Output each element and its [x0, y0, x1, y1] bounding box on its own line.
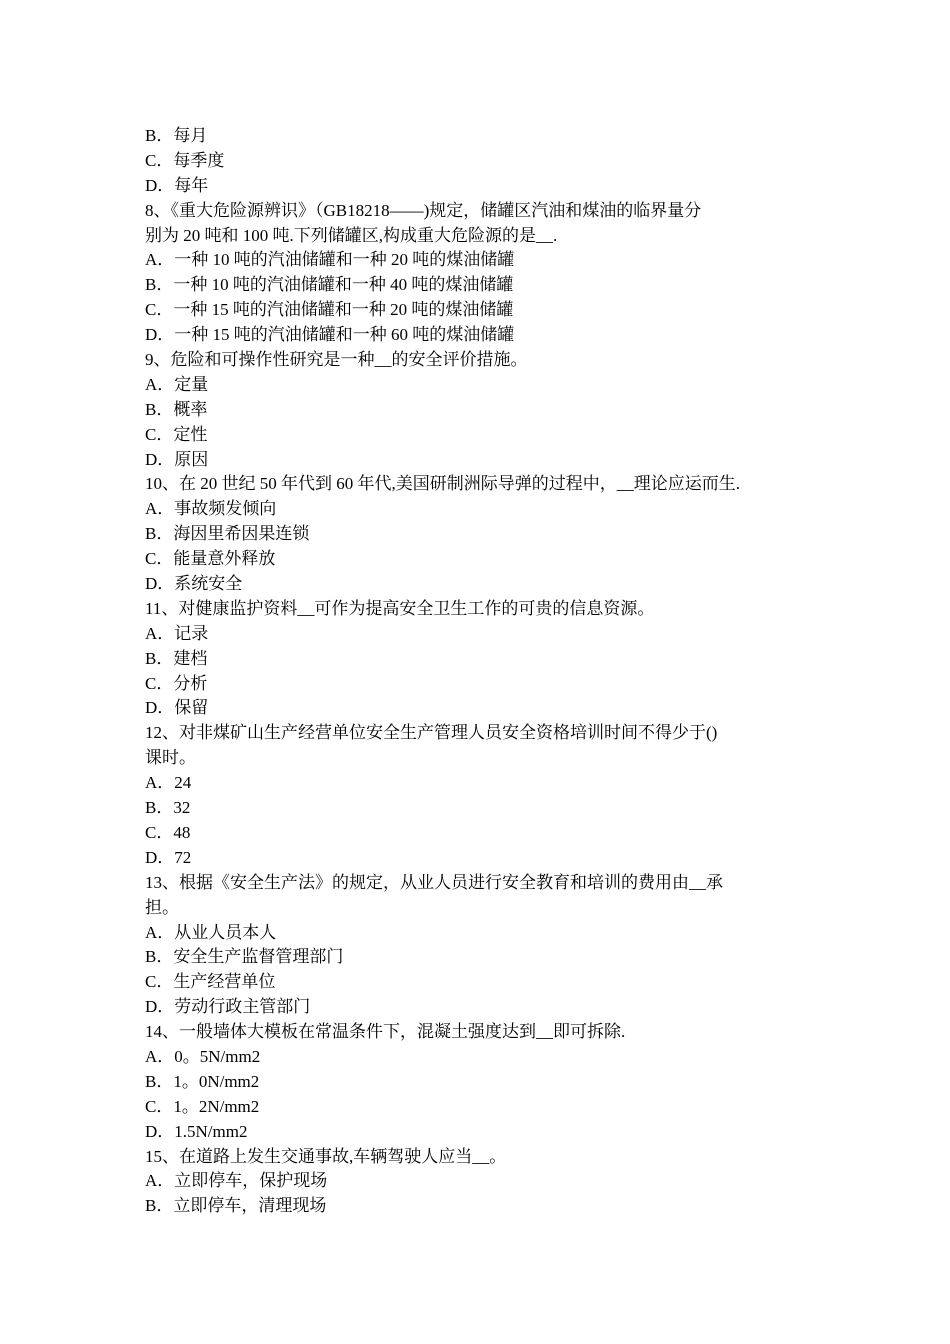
option-line: B．每月 [145, 126, 208, 145]
question-stem-line: 14、一般墙体大模板在常温条件下，混凝土强度达到__即可拆除. [145, 1022, 626, 1042]
option-line: B．安全生产监督管理部门 [145, 947, 344, 967]
question-stem-line: 12、对非煤矿山生产经营单位安全生产管理人员安全资格培训时间不得少于() [145, 723, 718, 743]
option-line: D．系统安全 [145, 574, 243, 594]
option-line: C．每季度 [145, 150, 225, 170]
option-line: D．一种 15 吨的汽油储罐和一种 60 吨的煤油储罐 [145, 325, 515, 345]
question-stem-line: 8、《重大危险源辨识》（GB18218——)规定，储罐区汽油和煤油的临界量分 [145, 200, 702, 220]
question-stem-line: 15、在道路上发生交通事故,车辆驾驶人应当__。 [145, 1146, 507, 1166]
option-line: D．劳动行政主管部门 [145, 997, 311, 1017]
question-10 [145, 472, 813, 596]
question-stem-line: 11、对健康监护资料__可作为提高安全卫生工作的可贵的信息资源。 [145, 598, 655, 618]
option-line: A．记录 [145, 623, 209, 643]
question-9 [145, 348, 813, 472]
option-line: B．1。0N/mm2 [145, 1071, 260, 1091]
question-8 [145, 199, 813, 348]
option-line: A．一种 10 吨的汽油储罐和一种 20 吨的煤油储罐 [145, 250, 515, 270]
option-line: C．定性 [145, 424, 208, 444]
option-line: D．72 [145, 847, 192, 867]
question-stem-line: 9、危险和可操作性研究是一种__的安全评价措施。 [145, 350, 528, 370]
document-body [145, 124, 813, 1219]
question-stem-line: 13、根据《安全生产法》的规定，从业人员进行安全教育和培训的费用由__承 [145, 872, 723, 892]
question-13 [145, 871, 813, 1020]
option-line: A．0。5N/mm2 [145, 1046, 261, 1066]
option-line: B．32 [145, 798, 191, 818]
option-line: B．一种 10 吨的汽油储罐和一种 40 吨的煤油储罐 [145, 275, 514, 295]
pre-option-list [145, 124, 813, 199]
option-line: C．48 [145, 822, 191, 842]
question-stem-line: 10、在 20 世纪 50 年代到 60 年代,美国研制洲际导弹的过程中，__理论应运而生. [145, 474, 740, 494]
option-line: D．1.5N/mm2 [145, 1121, 248, 1141]
option-line: A．24 [145, 773, 192, 793]
option-line: A．定量 [145, 374, 209, 394]
question-stem-line: 担。 [145, 897, 179, 917]
option-line: C．能量意外释放 [145, 549, 276, 569]
option-line: B．立即停车，清理现场 [145, 1196, 327, 1216]
option-line: B．建档 [145, 648, 208, 668]
option-line: D．每年 [145, 175, 209, 195]
option-line: A．事故频发倾向 [145, 499, 277, 519]
question-15 [145, 1145, 813, 1220]
option-line: B．海因里希因果连锁 [145, 524, 310, 544]
option-line: B．概率 [145, 399, 208, 419]
option-line: C．一种 15 吨的汽油储罐和一种 20 吨的煤油储罐 [145, 300, 514, 320]
option-line: D．原因 [145, 449, 209, 469]
option-line: C．分析 [145, 673, 208, 693]
question-stem-line: 别为 20 吨和 100 吨.下列储罐区,构成重大危险源的是__. [145, 225, 558, 245]
question-12 [145, 721, 813, 870]
option-line: C．生产经营单位 [145, 972, 276, 992]
question-11 [145, 597, 813, 721]
question-stem-line: 课时。 [145, 748, 196, 768]
option-line: D．保留 [145, 698, 209, 718]
option-line: A．从业人员本人 [145, 922, 277, 942]
option-line: C．1。2N/mm2 [145, 1096, 260, 1116]
question-14 [145, 1020, 813, 1144]
option-line: A．立即停车，保护现场 [145, 1171, 328, 1191]
